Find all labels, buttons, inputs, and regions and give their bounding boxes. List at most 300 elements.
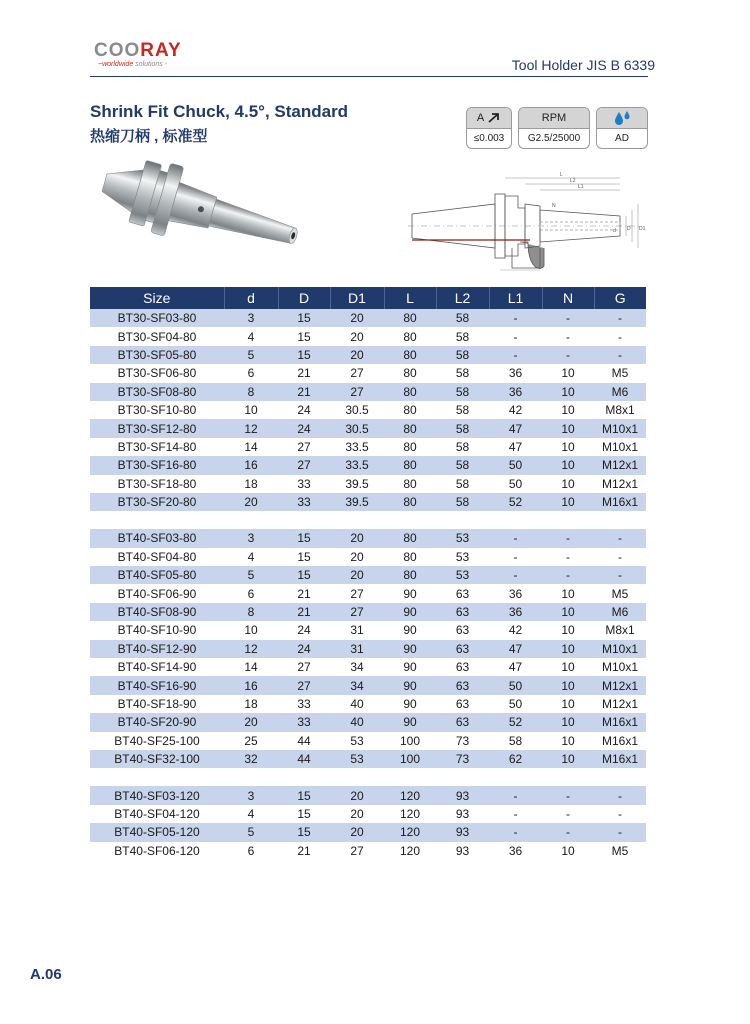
table-row — [90, 566, 646, 584]
table-cell: 80 — [384, 346, 436, 364]
table-cell: 18 — [244, 697, 258, 711]
table-cell: M16x1 — [594, 750, 646, 768]
table-cell: 80 — [384, 309, 436, 327]
table-cell: BT40-SF32-100 — [90, 750, 224, 768]
table-cell: - — [489, 823, 542, 841]
logo-wordmark: COORAY — [94, 40, 182, 61]
table-row — [90, 842, 646, 860]
table-cell: BT40-SF14-90 — [117, 660, 197, 675]
table-cell: 10 — [542, 640, 594, 658]
spec-rpm-value: G2.5/25000 — [527, 133, 581, 144]
table-cell: BT40-SF03-120 — [90, 786, 224, 804]
table-cell: 58 — [436, 456, 489, 474]
spec-box-coolant — [596, 107, 648, 149]
table-cell: BT40-SF05-80 — [90, 566, 224, 584]
table-cell: 90 — [384, 713, 436, 731]
table-row — [90, 732, 646, 750]
table-cell: 120 — [399, 806, 421, 821]
table-cell: 15 — [278, 309, 330, 327]
table-cell: 10 — [561, 476, 575, 491]
table-cell: 10 — [244, 403, 258, 418]
table-row — [90, 658, 646, 676]
page-number: A.06 — [30, 966, 62, 983]
table-cell: 50 — [489, 676, 542, 694]
table-cell: - — [489, 346, 542, 364]
table-cell: BT40-SF25-100 — [114, 733, 200, 748]
table-cell: 40 — [350, 697, 364, 711]
table-cell: BT30-SF14-80 — [117, 439, 197, 454]
table-cell: 14 — [244, 660, 258, 675]
table-cell: 10 — [244, 623, 258, 638]
table-cell: 27 — [330, 383, 384, 401]
table-cell: - — [566, 329, 570, 344]
table-cell: - — [566, 806, 570, 821]
table-cell: 33 — [297, 697, 311, 711]
table-cell: 42 — [508, 403, 523, 418]
table-cell: 10 — [561, 586, 575, 601]
table-cell: 10 — [561, 733, 575, 748]
product-photo — [92, 160, 312, 280]
table-cell: 30.5 — [345, 403, 369, 418]
table-cell: 80 — [384, 529, 436, 547]
table-header — [90, 287, 646, 309]
table-cell: 63 — [436, 640, 489, 658]
table-cell: 50 — [489, 456, 542, 474]
table-cell: BT30-SF16-80 — [90, 456, 224, 474]
table-cell: 15 — [278, 346, 330, 364]
table-row — [90, 456, 646, 474]
table-cell: 58 — [436, 493, 489, 511]
table-cell: 80 — [384, 456, 436, 474]
table-row — [90, 346, 646, 364]
table-cell: BT40-SF03-80 — [90, 529, 224, 547]
spec-runout-label: A — [476, 112, 485, 124]
spec-runout-value: ≤0.003 — [473, 133, 505, 144]
table-cell: 73 — [455, 733, 470, 748]
svg-text:L1: L1 — [578, 184, 584, 190]
table-cell: BT30-SF18-80 — [117, 476, 197, 491]
table-cell: 33.5 — [330, 456, 384, 474]
table-cell: 27 — [297, 660, 311, 675]
table-cell: 12 — [224, 419, 278, 437]
table-cell: - — [542, 529, 594, 547]
table-cell: - — [618, 806, 622, 821]
table-cell: 90 — [403, 586, 417, 601]
table-row — [90, 823, 646, 841]
table-cell: M6 — [594, 603, 646, 621]
column-header: D1 — [330, 287, 384, 309]
table-cell: 27 — [330, 603, 384, 621]
table-cell: BT40-SF20-90 — [90, 713, 224, 731]
table-cell: 50 — [508, 476, 523, 491]
table-cell: 15 — [278, 823, 330, 841]
coolant-drops-icon — [612, 110, 632, 126]
table-cell: 25 — [244, 733, 258, 748]
table-cell: M10x1 — [594, 640, 646, 658]
table-cell: M16x1 — [601, 733, 639, 748]
table-row — [90, 621, 646, 639]
table-cell: 33 — [297, 476, 311, 491]
svg-text:D1: D1 — [639, 226, 646, 232]
table-cell: M8x1 — [605, 623, 635, 638]
table-cell: 4 — [247, 329, 255, 344]
table-cell: 80 — [403, 549, 417, 564]
table-cell: 62 — [489, 750, 542, 768]
table-cell: - — [566, 549, 570, 564]
table-cell: 15 — [297, 549, 311, 564]
table-cell: 53 — [436, 529, 489, 547]
table-cell: 58 — [436, 383, 489, 401]
table-row — [90, 695, 646, 713]
table-cell: 15 — [297, 806, 311, 821]
table-cell: 36 — [489, 603, 542, 621]
table-cell: 90 — [403, 660, 417, 675]
table-cell: 10 — [542, 603, 594, 621]
table-cell: - — [542, 309, 594, 327]
specification-table — [90, 287, 646, 860]
header-divider — [90, 76, 648, 77]
table-cell: 63 — [436, 713, 489, 731]
table-cell: 90 — [403, 697, 417, 711]
table-cell: 58 — [455, 476, 470, 491]
table-cell: 80 — [403, 403, 417, 418]
table-cell: 20 — [330, 529, 384, 547]
table-cell: M16x1 — [594, 713, 646, 731]
table-row — [90, 309, 646, 327]
table-cell: 24 — [278, 640, 330, 658]
table-cell: 80 — [403, 439, 417, 454]
column-header: d — [224, 287, 278, 309]
table-cell: 44 — [278, 750, 330, 768]
table-cell: 20 — [330, 786, 384, 804]
table-cell: 10 — [561, 843, 575, 858]
table-cell: 27 — [278, 456, 330, 474]
table-cell: M12x1 — [601, 476, 639, 491]
table-row — [90, 475, 646, 493]
table-cell: - — [594, 346, 646, 364]
table-cell: 33.5 — [345, 439, 369, 454]
table-cell: 34 — [350, 660, 364, 675]
table-cell: - — [618, 329, 622, 344]
table-cell: 50 — [508, 697, 523, 711]
table-cell: 80 — [384, 566, 436, 584]
table-cell: 90 — [384, 640, 436, 658]
table-cell: 90 — [384, 603, 436, 621]
svg-text:L: L — [560, 172, 563, 178]
table-cell: BT40-SF12-90 — [90, 640, 224, 658]
table-cell: 58 — [436, 346, 489, 364]
table-cell: 10 — [542, 419, 594, 437]
table-cell: - — [489, 786, 542, 804]
table-cell: 47 — [489, 640, 542, 658]
table-cell: BT40-SF04-120 — [114, 806, 200, 821]
table-cell: 44 — [297, 733, 311, 748]
table-row — [90, 713, 646, 731]
table-cell: M12x1 — [594, 676, 646, 694]
table-body — [90, 309, 646, 860]
table-cell: - — [542, 786, 594, 804]
table-cell: 15 — [278, 566, 330, 584]
table-cell: 27 — [350, 586, 364, 601]
table-cell: 6 — [247, 843, 255, 858]
table-cell: 40 — [330, 713, 384, 731]
brand-logo — [94, 41, 204, 69]
table-cell: 120 — [384, 786, 436, 804]
table-cell: 21 — [278, 603, 330, 621]
table-cell: 47 — [489, 419, 542, 437]
table-cell: 8 — [224, 603, 278, 621]
table-cell: 6 — [247, 366, 255, 381]
table-cell: 36 — [489, 383, 542, 401]
table-row — [90, 750, 646, 768]
table-cell: 10 — [561, 660, 575, 675]
table-row — [90, 640, 646, 658]
table-cell: - — [513, 329, 518, 344]
table-cell: 20 — [330, 346, 384, 364]
table-cell: 10 — [561, 403, 575, 418]
table-cell: 120 — [384, 823, 436, 841]
table-cell: 90 — [384, 676, 436, 694]
table-cell: 100 — [384, 750, 436, 768]
table-cell: 3 — [224, 786, 278, 804]
table-cell: 10 — [561, 697, 575, 711]
table-cell: 16 — [224, 676, 278, 694]
table-cell: 27 — [297, 439, 311, 454]
table-cell: 93 — [455, 843, 470, 858]
group-spacer — [90, 768, 646, 786]
table-row — [90, 584, 646, 602]
table-cell: M5 — [611, 366, 629, 381]
table-cell: 8 — [224, 383, 278, 401]
table-cell: 10 — [542, 713, 594, 731]
table-cell: 21 — [297, 366, 311, 381]
table-cell: 5 — [224, 346, 278, 364]
table-cell: 33 — [278, 713, 330, 731]
table-cell: 52 — [489, 713, 542, 731]
table-cell: 39.5 — [345, 476, 369, 491]
table-cell: 90 — [403, 623, 417, 638]
table-cell: 39.5 — [330, 493, 384, 511]
table-cell: - — [594, 309, 646, 327]
table-cell: M5 — [611, 843, 629, 858]
table-cell: 58 — [455, 366, 470, 381]
table-cell: BT30-SF08-80 — [90, 383, 224, 401]
table-cell: 21 — [297, 843, 311, 858]
spec-box-runout — [466, 107, 512, 149]
column-header: G — [594, 287, 646, 309]
table-header-row — [90, 287, 646, 309]
table-cell: 20 — [224, 493, 278, 511]
table-cell: 21 — [278, 383, 330, 401]
table-cell: 10 — [542, 750, 594, 768]
table-cell: 20 — [350, 549, 364, 564]
table-cell: 21 — [297, 586, 311, 601]
table-cell: 24 — [278, 419, 330, 437]
table-cell: 27 — [350, 843, 364, 858]
table-cell: - — [542, 346, 594, 364]
table-cell: BT30-SF03-80 — [90, 309, 224, 327]
table-cell: 53 — [455, 549, 470, 564]
table-cell: 63 — [455, 660, 470, 675]
table-row — [90, 419, 646, 437]
table-row — [90, 327, 646, 345]
table-cell: 36 — [508, 586, 523, 601]
table-cell: M8x1 — [605, 403, 635, 418]
table-cell: BT30-SF05-80 — [90, 346, 224, 364]
table-cell: BT30-SF12-80 — [90, 419, 224, 437]
table-cell: 53 — [436, 566, 489, 584]
table-cell: 10 — [542, 456, 594, 474]
table-cell: 53 — [330, 750, 384, 768]
table-cell: 16 — [224, 456, 278, 474]
table-cell: M10x1 — [594, 419, 646, 437]
table-cell: 58 — [436, 309, 489, 327]
table-row — [90, 603, 646, 621]
table-cell: 27 — [278, 676, 330, 694]
table-cell: M12x1 — [601, 697, 639, 711]
table-cell: 93 — [436, 823, 489, 841]
table-cell: 10 — [561, 439, 575, 454]
table-cell: M16x1 — [594, 493, 646, 511]
table-cell: 33 — [278, 493, 330, 511]
table-cell: 63 — [436, 676, 489, 694]
table-cell: 47 — [508, 660, 523, 675]
table-cell: 100 — [399, 733, 421, 748]
table-cell: 24 — [297, 623, 311, 638]
table-cell: M6 — [594, 383, 646, 401]
table-cell: 58 — [436, 419, 489, 437]
table-cell: 20 — [350, 329, 364, 344]
table-cell: 58 — [455, 403, 470, 418]
table-cell: 63 — [436, 603, 489, 621]
table-cell: 6 — [247, 586, 255, 601]
table-cell: M12x1 — [594, 456, 646, 474]
table-row — [90, 529, 646, 547]
table-cell: - — [513, 806, 518, 821]
table-cell: 10 — [542, 493, 594, 511]
table-cell: 4 — [247, 549, 255, 564]
table-cell: 58 — [455, 439, 470, 454]
table-cell: 120 — [399, 843, 421, 858]
table-row — [90, 548, 646, 566]
table-cell: 10 — [561, 366, 575, 381]
table-cell: 80 — [384, 419, 436, 437]
table-cell: BT30-SF10-80 — [117, 403, 197, 418]
table-cell: 20 — [224, 713, 278, 731]
table-cell: - — [542, 823, 594, 841]
table-cell: 10 — [542, 383, 594, 401]
table-row — [90, 383, 646, 401]
column-header: Size — [90, 287, 224, 309]
runout-arrow-icon — [487, 112, 501, 124]
table-cell: BT40-SF18-90 — [117, 697, 197, 711]
table-row — [90, 438, 646, 456]
table-cell: - — [489, 309, 542, 327]
table-cell: BT40-SF06-90 — [117, 586, 197, 601]
table-cell: BT30-SF06-80 — [117, 366, 197, 381]
svg-text:L2: L2 — [570, 178, 576, 184]
table-cell: 15 — [297, 329, 311, 344]
table-cell: 93 — [455, 806, 470, 821]
product-subtitle: 热缩刀柄 , 标准型 — [90, 128, 208, 145]
table-cell: 20 — [330, 309, 384, 327]
table-cell: 36 — [508, 843, 523, 858]
table-cell: 18 — [244, 476, 258, 491]
table-cell: 30.5 — [330, 419, 384, 437]
table-row — [90, 401, 646, 419]
table-cell: BT40-SF08-90 — [90, 603, 224, 621]
table-cell: 36 — [508, 366, 523, 381]
table-cell: BT40-SF10-90 — [117, 623, 197, 638]
table-cell: 63 — [455, 697, 470, 711]
spec-rpm-label: RPM — [519, 108, 589, 129]
table-cell: M5 — [611, 586, 629, 601]
column-header: L1 — [489, 287, 542, 309]
table-cell: - — [489, 566, 542, 584]
table-cell: - — [594, 786, 646, 804]
column-header: N — [542, 287, 594, 309]
table-cell: 53 — [350, 733, 364, 748]
column-header: L2 — [436, 287, 489, 309]
table-cell: BT40-SF04-80 — [117, 549, 197, 564]
table-cell: 14 — [244, 439, 258, 454]
table-cell: 63 — [455, 586, 470, 601]
table-cell: 15 — [278, 786, 330, 804]
svg-text:D: D — [627, 226, 631, 232]
table-row — [90, 676, 646, 694]
table-cell: 3 — [224, 309, 278, 327]
table-row — [90, 786, 646, 804]
table-cell: 80 — [403, 329, 417, 344]
table-cell: 3 — [224, 529, 278, 547]
table-cell: - — [542, 566, 594, 584]
logo-tagline: ~worldwide solutions - — [98, 61, 168, 68]
table-cell: BT30-SF04-80 — [117, 329, 197, 344]
table-cell: M10x1 — [601, 439, 639, 454]
table-cell: 10 — [561, 623, 575, 638]
table-cell: 58 — [508, 733, 523, 748]
table-cell: 42 — [508, 623, 523, 638]
product-title: Shrink Fit Chuck, 4.5°, Standard — [90, 102, 349, 121]
technical-drawing — [400, 160, 650, 280]
spec-coolant-value: AD — [615, 133, 629, 144]
table-cell: 47 — [508, 439, 523, 454]
svg-text:d: d — [613, 228, 616, 234]
document-title: Tool Holder JIS B 6339 — [511, 57, 655, 73]
table-cell: 20 — [330, 566, 384, 584]
column-header: D — [278, 287, 330, 309]
table-row — [90, 805, 646, 823]
table-row — [90, 493, 646, 511]
table-cell: BT40-SF05-120 — [90, 823, 224, 841]
table-cell: 80 — [403, 476, 417, 491]
table-cell: 32 — [224, 750, 278, 768]
table-cell: 5 — [224, 823, 278, 841]
table-cell: 80 — [403, 366, 417, 381]
table-cell: 12 — [224, 640, 278, 658]
table-cell: M10x1 — [601, 660, 639, 675]
table-cell: 27 — [350, 366, 364, 381]
table-cell: 52 — [489, 493, 542, 511]
table-cell: 5 — [224, 566, 278, 584]
table-cell: 31 — [330, 640, 384, 658]
table-cell: 4 — [247, 806, 255, 821]
table-row — [90, 364, 646, 382]
table-cell: 10 — [542, 676, 594, 694]
table-cell: BT40-SF06-120 — [114, 843, 200, 858]
table-cell: - — [594, 529, 646, 547]
table-cell: 73 — [436, 750, 489, 768]
